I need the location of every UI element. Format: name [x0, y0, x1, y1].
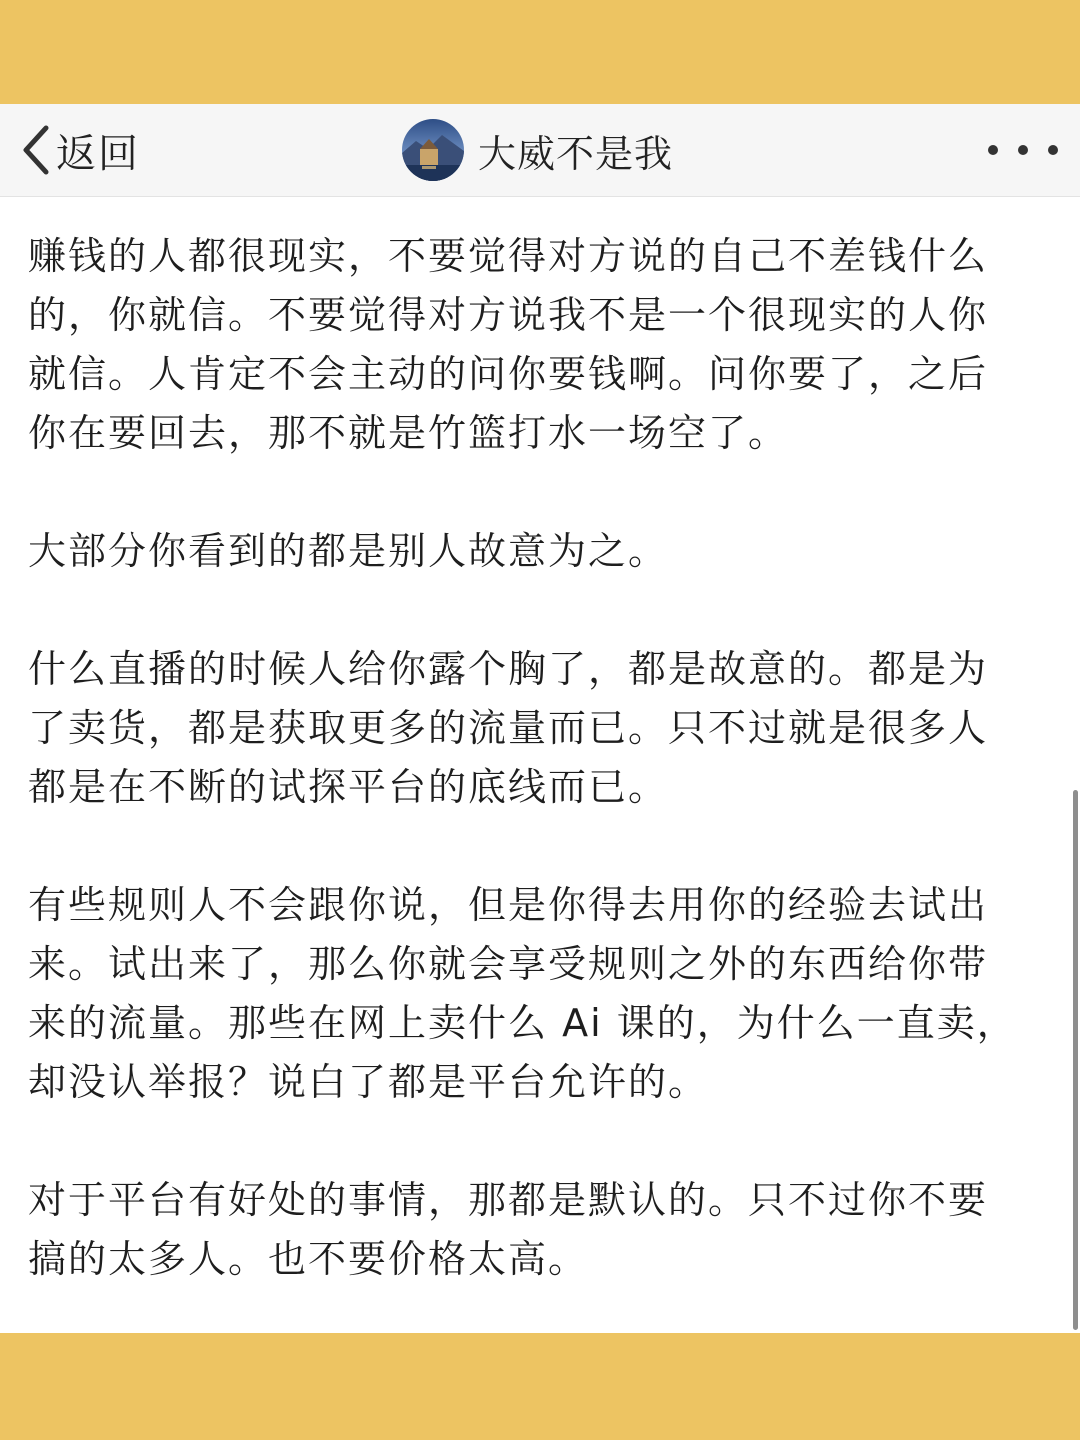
paragraph-list — [28, 227, 1040, 1348]
more-dots-icon — [1018, 145, 1028, 155]
post-content — [0, 197, 1080, 1333]
avatar-icon[interactable] — [402, 119, 464, 181]
user-name: 大威不是我 — [478, 131, 674, 176]
user-profile[interactable] — [402, 110, 673, 190]
paragraph: 对于平台有好处的事情，那都是默认的。只不过你不要 搞的太多人。也不要价格太高。 — [28, 1178, 989, 1281]
back-button[interactable] — [18, 118, 140, 182]
paragraph: 什么直播的时候人给你露个胸了，都是故意的。都是为 了卖货，都是获取更多的流量而已。只不过就是很多人 都是在不断的试探平台的底线而已。 — [28, 647, 989, 809]
back-label: 返回 — [56, 130, 140, 177]
chevron-left-icon — [18, 124, 52, 176]
paragraph: 赚钱的人都很现实，不要觉得对方说的自己不差钱什么 的，你就信。不要觉得对方说我不是一个很现实的人你 就信。人肯定不会主动的问你要钱啊。问你要了，之后 你在要回去，那不就是竹篮打水一场空了。 — [28, 234, 989, 455]
paragraph: 大部分你看到的都是别人故意为之。 — [28, 529, 669, 573]
scrollbar[interactable] — [1073, 790, 1078, 1330]
paragraph: 有些规则人不会跟你说，但是你得去用你的经验去试出 来。试出来了，那么你就会享受规则之外的东西给你带 来的流量。那些在网上卖什么 Ai 课的，为什么一直卖， 却没认举报？说白了都是平台允许的。 — [28, 883, 1017, 1104]
top-color-band — [0, 0, 1080, 104]
top-nav-bar — [0, 104, 1080, 197]
bottom-color-band — [0, 1333, 1080, 1440]
more-dots-icon — [1048, 145, 1058, 155]
more-button[interactable] — [988, 126, 1058, 174]
more-dots-icon — [988, 145, 998, 155]
